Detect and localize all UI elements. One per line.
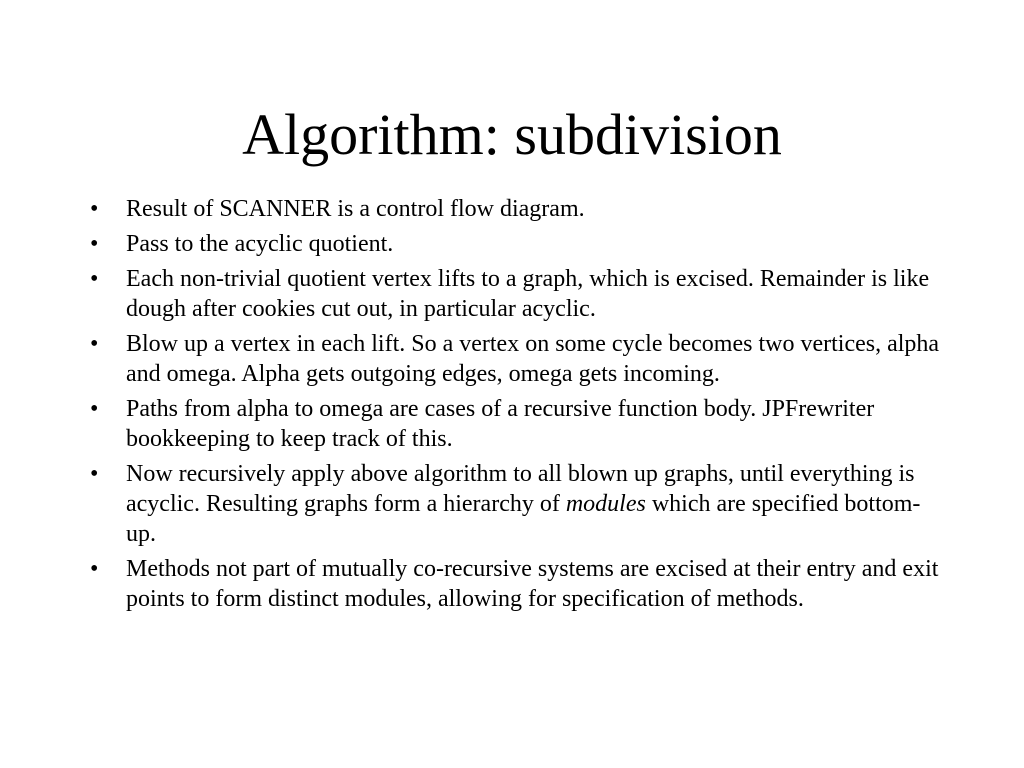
emphasis-text: modules [565,491,646,517]
bullet-text [126,461,920,547]
bullet-text-before: Now recursively apply above algorithm to all blown up graphs, until everything is acyclic. Resulting graphs form a hierarchy of [126,461,915,517]
bullet-text: Each non-trivial quotient vertex lifts to a graph, which is excised. Remainder is like dough after cookies cut out, in particular acyclic. [126,266,930,322]
bullet-item [90,554,950,614]
bullet-text: Result of SCANNER is a control flow diagram. [126,196,585,222]
slide-title: Algorithm: subdivision [242,102,782,167]
bullet-item [90,329,950,389]
bullet-text: Blow up a vertex in each lift. So a vertex on some cycle becomes two vertices, alpha and omega. Alpha gets outgoing edges, omega gets incoming. [126,331,940,387]
bullet-icon: • [90,231,99,257]
bullet-icon: • [90,331,99,357]
bullet-icon: • [90,396,99,422]
bullet-item [90,394,950,454]
bullet-icon: • [90,196,99,222]
bullet-icon: • [90,266,99,292]
bullet-text: Paths from alpha to omega are cases of a recursive function body. JPFrewriter bookkeeping to keep track of this. [126,396,875,452]
bullet-list [90,194,950,619]
bullet-icon: • [90,556,99,582]
bullet-text-after: which are specified bottom-up. [126,491,921,547]
bullet-icon: • [90,461,99,487]
bullet-item [90,229,950,259]
bullet-item [90,194,950,224]
bullet-text: Pass to the acyclic quotient. [126,231,394,257]
bullet-item [90,459,950,549]
bullet-item [90,264,950,324]
bullet-text: Methods not part of mutually co-recursive systems are excised at their entry and exit points to form distinct modules, allowing for specification of methods. [126,556,939,612]
